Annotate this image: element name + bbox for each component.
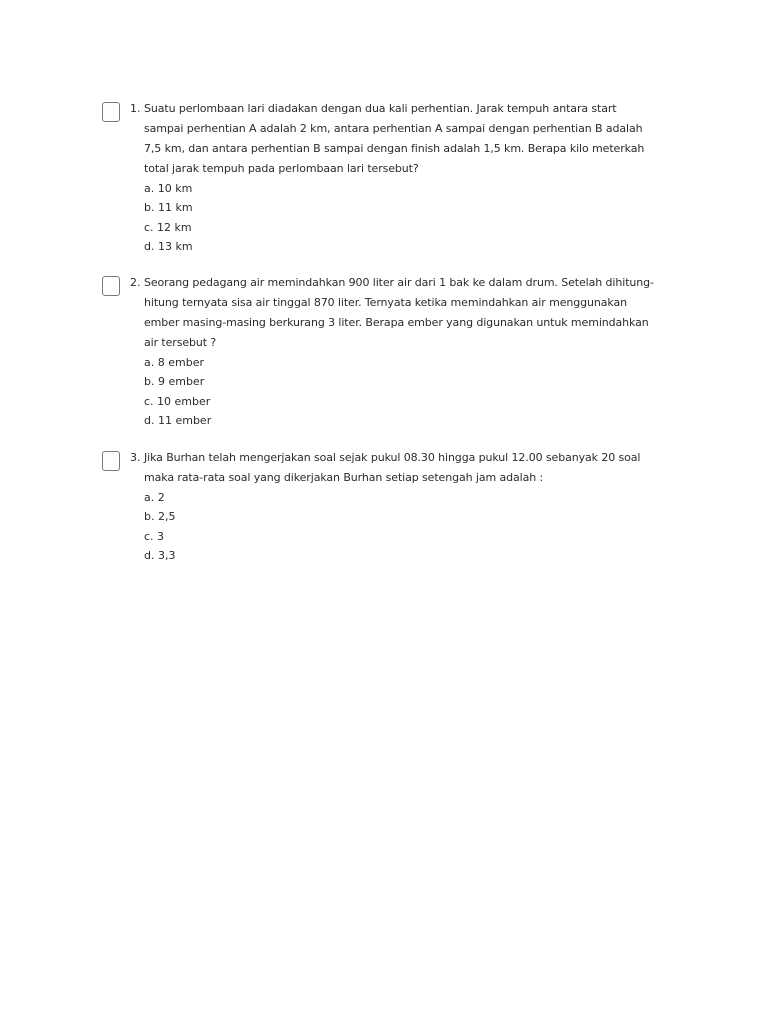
question-2-option-c: c. 10 ember	[144, 394, 211, 408]
question-3-body	[144, 448, 654, 565]
question-2-option-d: d. 11 ember	[144, 413, 212, 427]
question-1-number: 1.	[130, 102, 141, 115]
question-3-text: Jika Burhan telah mengerjakan soal sejak pukul 08.30 hingga pukul 12.00 sebanyak 20 soal maka rata-rata soal yang dikerjakan Burhan setiap setengah jam adalah :	[144, 451, 641, 484]
question-3-option-c: c. 3	[144, 529, 165, 543]
question-3-checkbox[interactable]	[102, 451, 120, 471]
question-2-text: Seorang pedagang air memindahkan 900 liter air dari 1 bak ke dalam drum. Setelah dihitung-hitung ternyata sisa air tinggal 870 liter. Ternyata ketika memindahkan air menggunakan ember masing-masing berkurang 3 liter. Berapa ember yang digunakan untuk memindahkan air tersebut ?	[144, 276, 654, 349]
question-1-option-b: b. 11 km	[144, 201, 193, 215]
question-1-option-c: c. 12 km	[144, 220, 192, 234]
question-1-option-d: d. 13 km	[144, 239, 193, 253]
question-2-number: 2.	[130, 276, 141, 289]
question-2-option-a: a. 8 ember	[144, 356, 204, 369]
question-3-option-a: a. 2	[144, 491, 165, 504]
question-1-body	[144, 99, 654, 256]
question-2-option-b: b. 9 ember	[144, 375, 205, 389]
question-1-option-a: a. 10 km	[144, 182, 193, 195]
question-1-options	[144, 179, 654, 256]
question-3-option-d: d. 3,3	[144, 548, 176, 562]
question-3-options	[144, 488, 654, 565]
question-1-text: Suatu perlombaan lari diadakan dengan dua kali perhentian. Jarak tempuh antara start sampai perhentian A adalah 2 km, antara perhentian A sampai dengan perhentian B adalah 7,5 km, dan antara perhentian B sampai dengan finish adalah 1,5 km. Berapa kilo meterkah total jarak tempuh pada perlombaan lari tersebut?	[144, 102, 645, 175]
question-3-option-b: b. 2,5	[144, 510, 176, 524]
question-2-checkbox[interactable]	[102, 276, 120, 296]
question-2-options	[144, 353, 654, 430]
question-1-checkbox[interactable]	[102, 102, 120, 122]
question-3-number: 3.	[130, 451, 141, 464]
question-2-body	[144, 273, 654, 430]
